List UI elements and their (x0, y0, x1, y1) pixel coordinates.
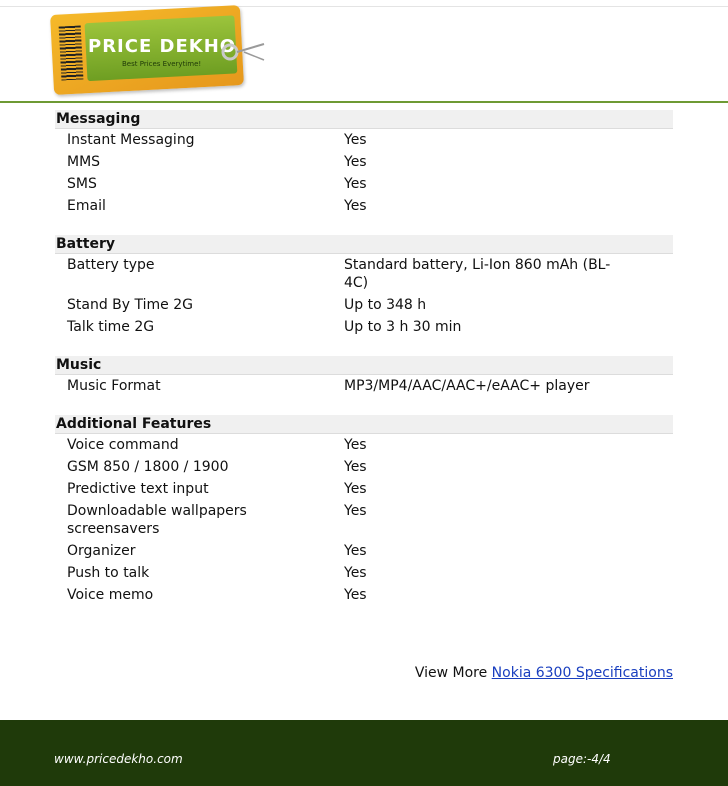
price-dekho-logo[interactable] (44, 10, 269, 96)
spec-label: SMS (67, 176, 97, 192)
spec-row (55, 478, 673, 500)
spec-row (55, 195, 673, 217)
spec-label: Music Format (67, 378, 161, 394)
spec-row (55, 316, 673, 338)
spec-value: Yes (344, 503, 367, 519)
spec-row (55, 540, 673, 562)
logo-tagline: Best Prices Everytime! (122, 60, 202, 68)
section-title-battery: Battery (55, 235, 673, 254)
spec-value: Yes (344, 587, 367, 603)
spec-value: Up to 3 h 30 min (344, 319, 462, 335)
nokia-specifications-link[interactable]: Nokia 6300 Specifications (491, 665, 673, 681)
spec-label: Voice memo (67, 587, 154, 603)
spec-label: Stand By Time 2G (67, 297, 193, 313)
spec-value: Yes (344, 132, 367, 148)
spec-label: Voice command (67, 437, 179, 453)
spec-row (55, 173, 673, 195)
spec-value: Yes (344, 437, 367, 453)
logo-title: PRICE DEKHO (88, 36, 237, 57)
spec-label: GSM 850 / 1800 / 1900 (67, 459, 229, 475)
spec-label: Predictive text input (67, 481, 209, 497)
view-more-prefix: View More (414, 665, 488, 681)
section-gap (55, 338, 673, 356)
spec-value: Yes (344, 543, 367, 559)
spec-value: MP3/MP4/AAC/AAC+/eAAC+ player (344, 378, 590, 394)
spec-value: Yes (344, 459, 367, 475)
spec-row (55, 254, 673, 294)
spec-label: Organizer (67, 543, 136, 559)
spec-value: Up to 348 h (344, 297, 427, 313)
key-icon (220, 38, 268, 66)
spec-value: Yes (344, 154, 367, 170)
footer-page-number: page:-4/4 (553, 752, 611, 766)
spec-value: Yes (344, 565, 367, 581)
barcode-icon (59, 25, 84, 80)
spec-label: MMS (67, 154, 101, 170)
spec-row (55, 129, 673, 151)
spec-label: Downloadable wallpapers screensavers (67, 503, 247, 537)
spec-row (55, 375, 673, 397)
spec-label: Instant Messaging (67, 132, 195, 148)
spec-row (55, 434, 673, 456)
top-strip (0, 0, 728, 7)
spec-label: Talk time 2G (67, 319, 155, 335)
spec-value: Standard battery, Li-Ion 860 mAh (BL-4C) (344, 257, 611, 291)
header-rule (0, 101, 728, 103)
spec-label: Email (67, 198, 106, 214)
spec-label: Battery type (67, 257, 155, 273)
footer-url[interactable]: www.pricedekho.com (54, 752, 183, 766)
section-gap (55, 217, 673, 235)
spec-row (55, 584, 673, 606)
spec-row (55, 151, 673, 173)
spec-value: Yes (344, 198, 367, 214)
view-more (401, 664, 673, 682)
spec-row (55, 562, 673, 584)
spec-row (55, 294, 673, 316)
section-title-messaging: Messaging (55, 110, 673, 129)
spec-value: Yes (344, 176, 367, 192)
spec-content (55, 110, 673, 606)
spec-row (55, 456, 673, 478)
spec-value: Yes (344, 481, 367, 497)
section-gap (55, 397, 673, 415)
section-title-additional-features: Additional Features (55, 415, 673, 434)
section-title-music: Music (55, 356, 673, 375)
spec-row (55, 500, 673, 540)
page-footer (0, 720, 728, 786)
spec-label: Push to talk (67, 565, 150, 581)
